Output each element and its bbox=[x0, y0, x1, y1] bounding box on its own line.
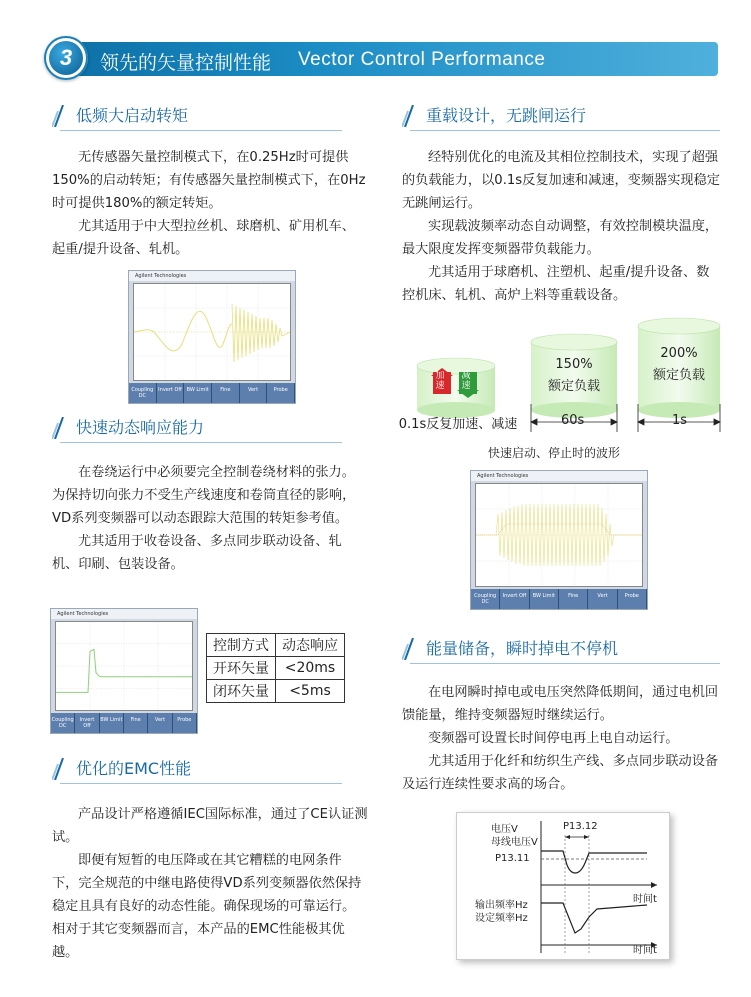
scope-btn: Vert bbox=[588, 589, 617, 609]
slash-icon bbox=[52, 417, 66, 439]
heading-rule bbox=[60, 130, 342, 131]
y2-label-set: 设定频率Hz bbox=[475, 913, 528, 924]
waveform-lowfreq bbox=[134, 284, 290, 380]
heading-text: 低频大启动转矩 bbox=[76, 106, 189, 125]
heading-text: 快速动态响应能力 bbox=[76, 418, 205, 437]
heading-rule bbox=[60, 442, 342, 443]
banner-title-en: Vector Control Performance bbox=[298, 49, 546, 70]
heading-heavy bbox=[402, 103, 722, 127]
paragraph: 尤其适用于中大型拉丝机、球磨机、矿用机车、起重/提升设备、轧机。 bbox=[52, 219, 355, 257]
scope-btn: Vert bbox=[240, 383, 268, 403]
y1-label-bus: 母线电压V bbox=[491, 837, 538, 848]
table-cell: 闭环矢量 bbox=[207, 680, 276, 703]
heading-emc bbox=[52, 756, 342, 780]
table-cell: <20ms bbox=[276, 657, 345, 680]
scope-brand: Agilent Technologies bbox=[135, 273, 187, 279]
emc-text bbox=[52, 803, 368, 964]
heading-text: 能量储备，瞬时掉电不停机 bbox=[426, 639, 619, 658]
y1-label-voltage: 电压V bbox=[491, 824, 518, 835]
heading-text: 优化的EMC性能 bbox=[76, 759, 192, 778]
waveform-response bbox=[56, 622, 192, 710]
dimension-1s: 1s bbox=[672, 413, 688, 428]
heavy-text bbox=[402, 146, 720, 307]
scope-btn: BW Limit bbox=[184, 383, 212, 403]
y2-labels bbox=[475, 899, 528, 925]
response-table bbox=[206, 633, 345, 703]
scope-btn: Fine bbox=[559, 589, 588, 609]
scope-btn: Probe bbox=[618, 589, 647, 609]
cylinder-medium-label: 额定负载 bbox=[547, 379, 600, 394]
scope-btn: Probe bbox=[173, 713, 197, 733]
p1312-label: P13.12 bbox=[563, 821, 598, 832]
paragraph: 实现载波频率动态自动调整，有效控制模块温度，最大限度发挥变频器带负载能力。 bbox=[402, 219, 719, 257]
scope-screen bbox=[475, 483, 643, 587]
scope-btn: BW Limit bbox=[530, 589, 559, 609]
scope-screen bbox=[133, 283, 291, 381]
oscilloscope-screenshot-2 bbox=[50, 608, 198, 734]
accel-label: 加速 bbox=[435, 371, 445, 391]
scope-brand: Agilent Technologies bbox=[57, 611, 109, 617]
oscilloscope-screenshot-3 bbox=[470, 470, 648, 610]
y2-label-output: 输出频率Hz bbox=[475, 900, 528, 911]
paragraph: 经特别优化的电流及其相位控制技术，实现了超强的负载能力，以0.1s反复加速和减速，变频器实现稳定无跳闸运行。 bbox=[402, 150, 720, 211]
cylinder-small bbox=[417, 358, 495, 418]
slash-icon bbox=[52, 758, 66, 780]
slash-icon bbox=[402, 638, 416, 660]
paragraph: 尤其适用于化纤和纺织生产线、多点同步联动设备及运行连续性要求高的场合。 bbox=[402, 754, 719, 792]
p1311-label: P13.11 bbox=[495, 853, 530, 864]
heading-text: 重载设计，无跳闸运行 bbox=[426, 106, 587, 125]
paragraph: 产品设计严格遵循IEC国际标准，通过了CE认证测试。 bbox=[52, 807, 368, 845]
heading-energy bbox=[402, 636, 722, 660]
paragraph: 无传感器矢量控制模式下，在0.25Hz时可提供150%的启动转矩；有传感器矢量控制模式下，在0Hz时可提供180%的额定转矩。 bbox=[52, 150, 366, 211]
x2-label-time: 时间t bbox=[633, 945, 657, 956]
slash-icon bbox=[52, 105, 66, 127]
lowfreq-text bbox=[52, 146, 368, 261]
paragraph: 尤其适用于球磨机、注塑机、起重/提升设备、数控机床、轧机、高炉上料等重载设备。 bbox=[402, 265, 710, 303]
scope-btn: Fine bbox=[212, 383, 240, 403]
paragraph: 在电网瞬时掉电或电压突然降低期间，通过电机回馈能量，维持变频器短时继续运行。 bbox=[402, 685, 719, 723]
banner-title-cn: 领先的矢量控制性能 bbox=[100, 52, 272, 74]
scope-btn: Vert bbox=[148, 713, 172, 733]
paragraph: 尤其适用于收卷设备、多点同步联动设备、轧机、印刷、包装设备。 bbox=[52, 534, 342, 572]
energy-text bbox=[402, 681, 720, 796]
table-row bbox=[207, 657, 345, 680]
section-number-badge bbox=[44, 36, 88, 80]
table-cell: 开环矢量 bbox=[207, 657, 276, 680]
power-loss-diagram bbox=[456, 812, 670, 960]
table-cell: 动态响应 bbox=[276, 634, 345, 657]
fast-text bbox=[52, 461, 368, 576]
cylinder-medium-percent: 150% bbox=[555, 357, 593, 372]
dimension-60s: 60s bbox=[561, 413, 585, 428]
cylinder-small-label: 0.1s反复加速、减速 bbox=[398, 417, 518, 432]
waveform-caption: 快速启动、停止时的波形 bbox=[488, 446, 621, 460]
power-loss-curves bbox=[457, 813, 669, 959]
heading-fast bbox=[52, 415, 342, 439]
heading-lowfreq bbox=[52, 103, 342, 127]
scope-btn: Invert Off bbox=[500, 589, 529, 609]
heading-rule bbox=[410, 663, 720, 664]
table-cell: <5ms bbox=[276, 680, 345, 703]
section-number: 3 bbox=[49, 41, 83, 75]
scope-btn: Invert Off bbox=[157, 383, 185, 403]
scope-btn: Coupling DC bbox=[51, 713, 75, 733]
scope-btn: Probe bbox=[267, 383, 295, 403]
heading-rule bbox=[410, 130, 720, 131]
paragraph: 在卷绕运行中必须要完全控制卷绕材料的张力。为保持切向张力不受生产线速度和卷筒直径的影响，VD系列变频器可以动态跟踪大范围的转矩参考值。 bbox=[52, 465, 356, 526]
table-row bbox=[207, 634, 345, 657]
waveform-startstop bbox=[476, 484, 642, 586]
oscilloscope-screenshot-1 bbox=[128, 270, 296, 404]
heading-rule bbox=[60, 783, 342, 784]
x1-label-time: 时间t bbox=[633, 894, 657, 905]
table-row bbox=[207, 680, 345, 703]
cylinder-large-percent: 200% bbox=[660, 346, 698, 361]
scope-btn: Coupling DC bbox=[129, 383, 157, 403]
slash-icon bbox=[402, 105, 416, 127]
decel-label: 减速 bbox=[461, 371, 471, 391]
paragraph: 即便有短暂的电压降或在其它糟糕的电网条件下，完全规范的中继电路使得VD系列变频器依然保持稳定且具有良好的动态性能。确保现场的可靠运行。相对于其它变频器而言，本产品的EMC性能极其优越。 bbox=[52, 853, 362, 960]
scope-brand: Agilent Technologies bbox=[477, 473, 529, 479]
scope-screen bbox=[55, 621, 193, 711]
table-cell: 控制方式 bbox=[207, 634, 276, 657]
scope-btn: Fine bbox=[124, 713, 148, 733]
paragraph: 变频器可设置长时间停电再上电自动运行。 bbox=[428, 731, 679, 746]
scope-btn: BW Limit bbox=[100, 713, 124, 733]
y1-labels bbox=[491, 823, 538, 849]
scope-btn: Invert Off bbox=[75, 713, 99, 733]
cylinder-large-label: 额定负载 bbox=[652, 368, 705, 383]
scope-btn: Coupling DC bbox=[471, 589, 500, 609]
